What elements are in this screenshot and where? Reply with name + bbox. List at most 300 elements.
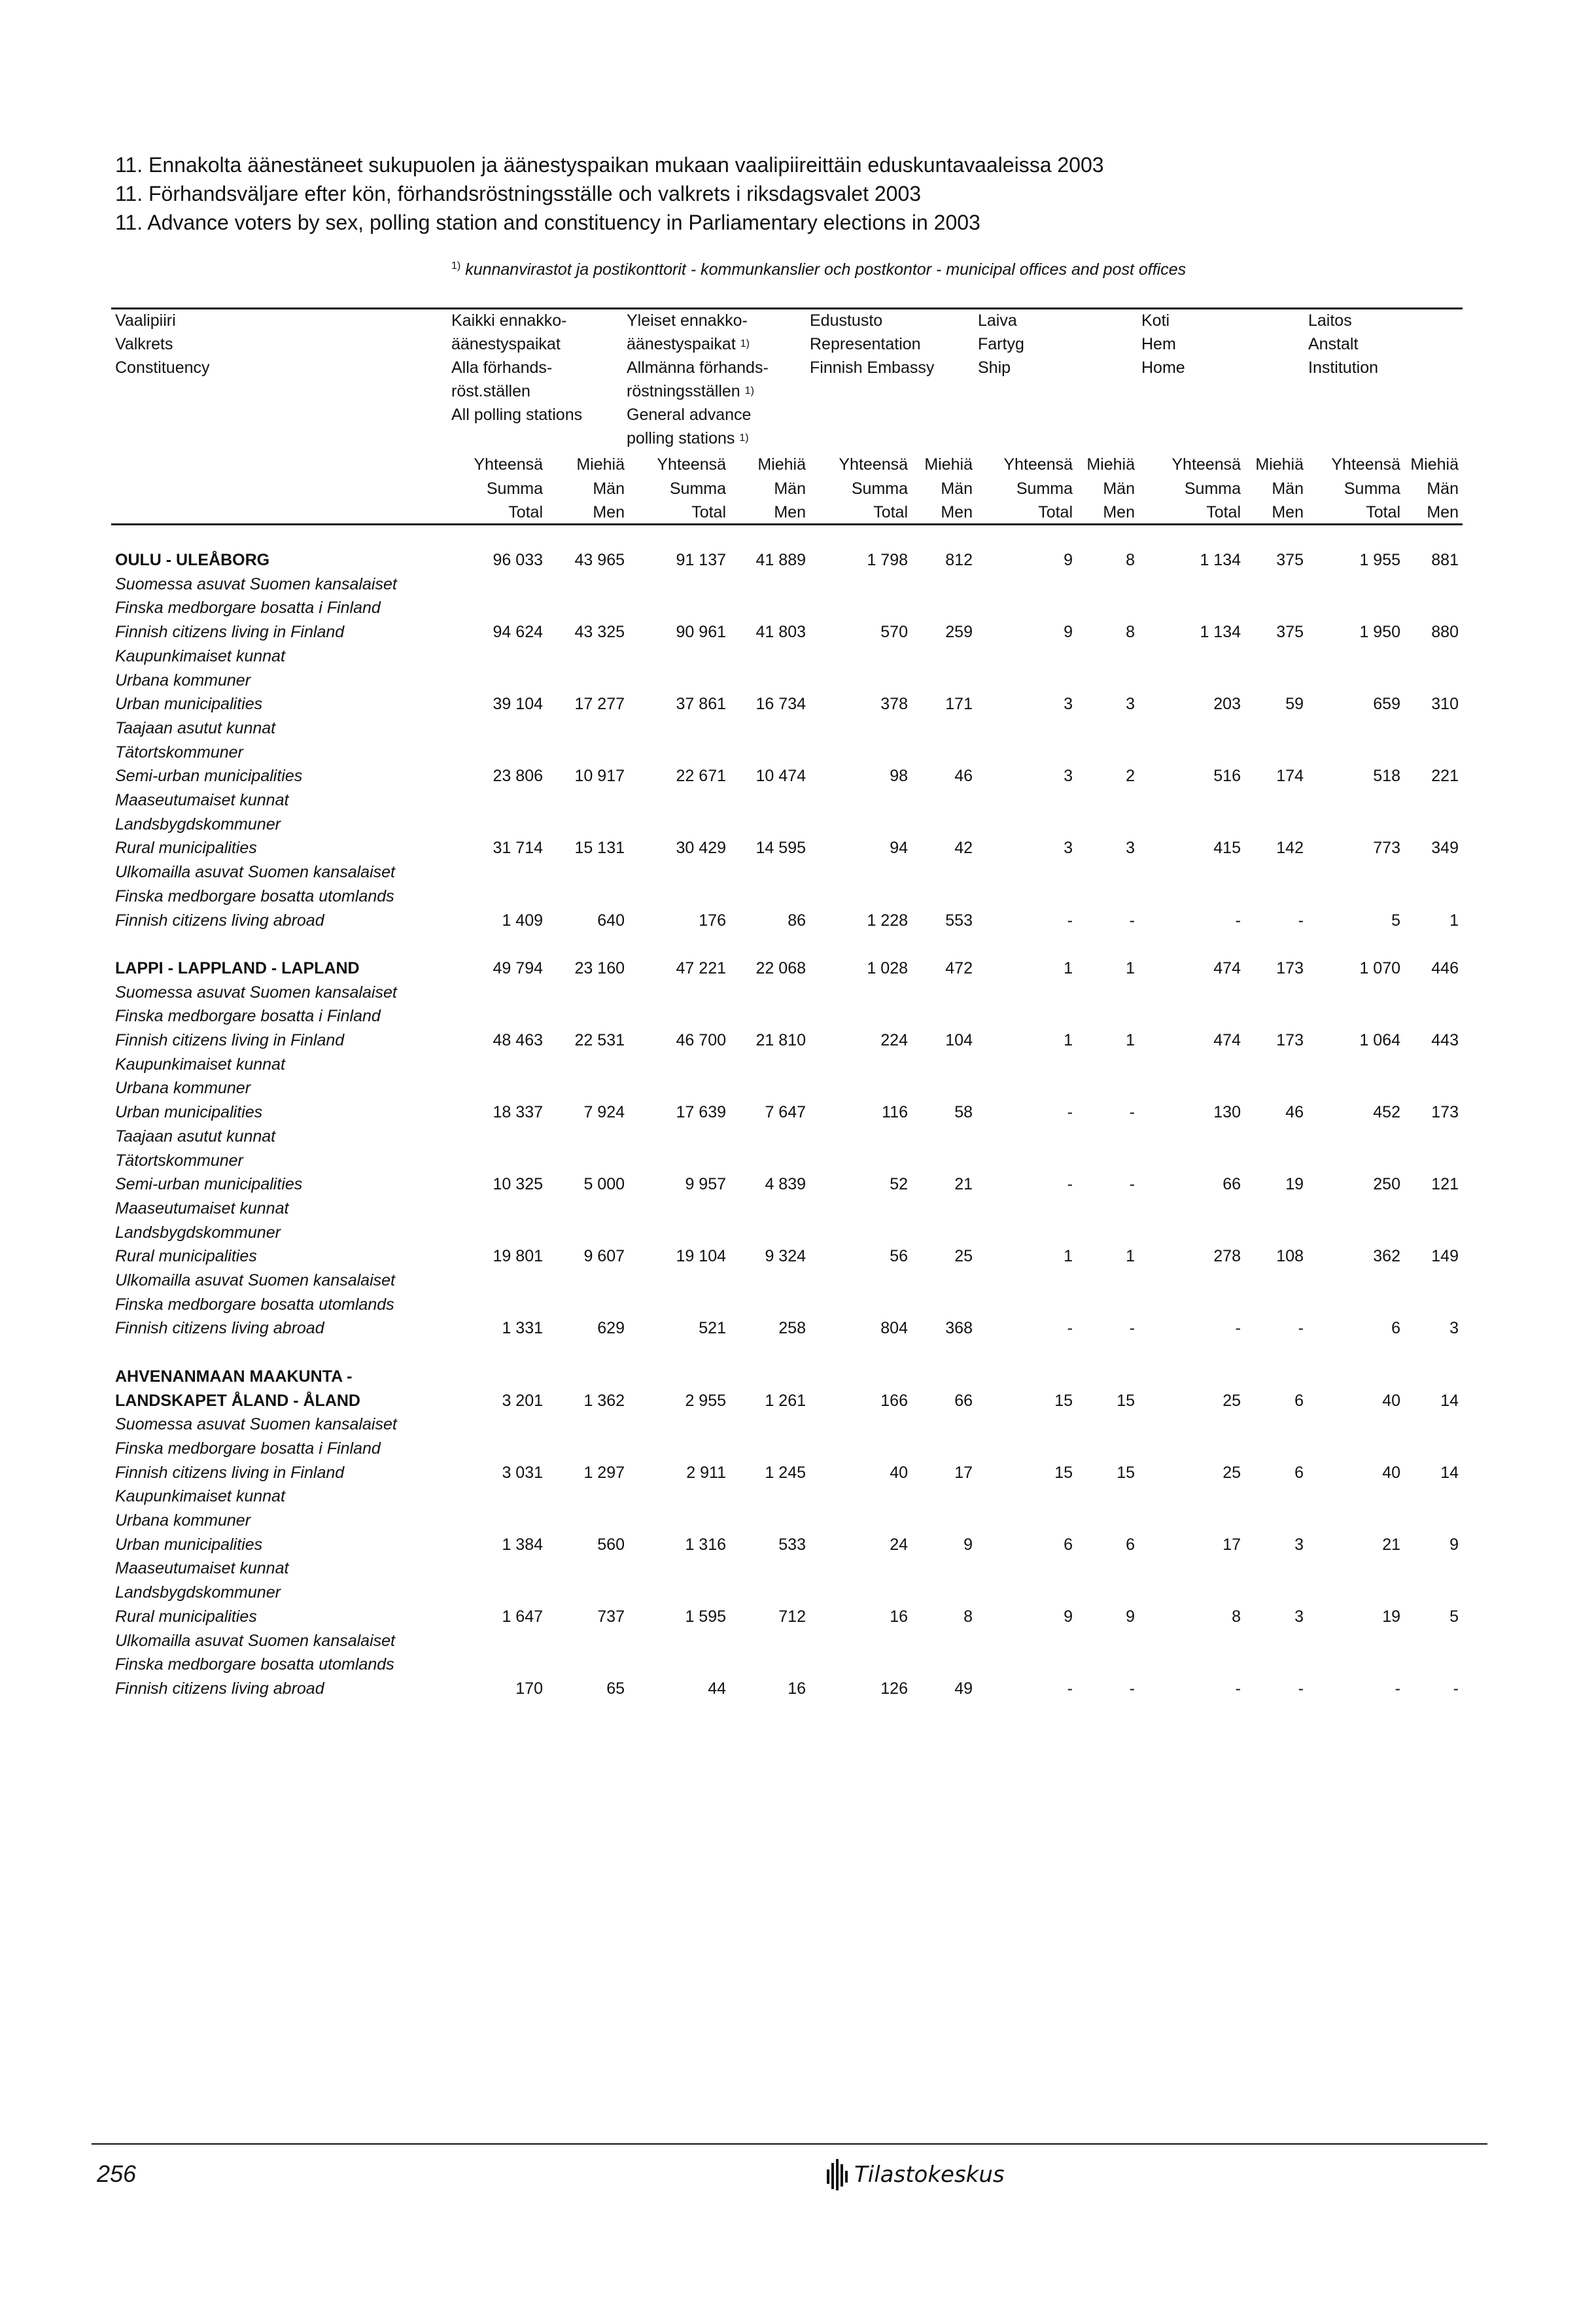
cell-value: 18 337: [493, 1103, 543, 1122]
row-label: Finska medborgare bosatta i Finland: [115, 1439, 381, 1458]
header-group-line: [1308, 356, 1378, 379]
row-label: Finska medborgare bosatta i Finland: [115, 1007, 381, 1026]
constituency-total-value: 47 221: [676, 958, 726, 977]
cell-value: 7 924: [583, 1103, 625, 1122]
cell-value: 15: [1054, 1463, 1073, 1482]
subheader-men: Män: [774, 479, 806, 498]
cell-value: -: [1395, 1679, 1400, 1698]
row-label: Finnish citizens living abroad: [115, 911, 324, 930]
header-top-rule: [111, 307, 1463, 309]
subheader-total: Summa: [669, 479, 726, 498]
cell-value: 108: [1276, 1247, 1304, 1266]
header-group-4: [1141, 309, 1185, 379]
cell-value: 40: [1382, 1463, 1400, 1482]
cell-value: 1 950: [1359, 623, 1400, 642]
cell-value: 8: [963, 1607, 973, 1626]
cell-value: 1 245: [765, 1463, 806, 1482]
subheader-total: Total: [1366, 503, 1400, 522]
publisher-logo: [825, 2158, 1005, 2192]
cell-value: 25: [954, 1247, 973, 1266]
cell-value: 516: [1213, 767, 1241, 786]
cell-value: -: [1298, 1319, 1304, 1338]
constituency-total-value: 49 794: [493, 958, 543, 977]
subheader-total: Total: [873, 503, 908, 522]
footnote-ref-mark: 1): [739, 432, 749, 444]
cell-value: -: [1129, 911, 1135, 930]
row-label: Taajaan asutut kunnat: [115, 718, 276, 737]
header-group-line: [627, 332, 769, 356]
row-label: Finska medborgare bosatta utomlands: [115, 1655, 394, 1674]
cell-value: 5 000: [583, 1175, 625, 1194]
footnote-ref-mark: 1): [744, 385, 754, 396]
subheader-total: Total: [508, 503, 543, 522]
header-group-text: Koti: [1141, 311, 1170, 330]
subheader-men: Men: [593, 503, 625, 522]
cell-value: 23 806: [493, 767, 543, 786]
cell-value: 21: [1382, 1535, 1400, 1554]
cell-value: 94: [890, 839, 908, 858]
header-group-line: [451, 356, 582, 379]
constituency-title: AHVENANMAAN MAAKUNTA -: [115, 1367, 353, 1386]
cell-value: 349: [1431, 839, 1459, 858]
cell-value: -: [1235, 1679, 1241, 1698]
table-titles: [115, 150, 1104, 237]
header-group-line: [1141, 309, 1185, 332]
constituency-total-value: 881: [1431, 551, 1459, 569]
subheader-total: Total: [1206, 503, 1241, 522]
constituency-total-value: 91 137: [676, 551, 726, 569]
row-label: Landsbygdskommuner: [115, 815, 281, 834]
constituency-total-value: 1 798: [867, 551, 908, 569]
header-group-3: [978, 309, 1024, 379]
header-group-text: Home: [1141, 359, 1185, 377]
publisher-name: Tilastokeskus: [854, 2162, 1005, 2188]
cell-value: 10 917: [574, 767, 625, 786]
cell-value: 41 803: [755, 623, 806, 642]
subheader-total: Summa: [1344, 479, 1400, 498]
constituency-total-value: 40: [1382, 1391, 1400, 1410]
cell-value: 44: [708, 1679, 726, 1698]
header-group-line: [810, 309, 934, 332]
subheader-total: Summa: [1184, 479, 1241, 498]
constituency-total-value: 15: [1054, 1391, 1073, 1410]
cell-value: 258: [778, 1319, 806, 1338]
cell-value: 629: [597, 1319, 625, 1338]
header-group-text: äänestyspaikat: [451, 335, 561, 353]
header-group-text: äänestyspaikat: [627, 335, 736, 353]
row-label: Finnish citizens living in Finland: [115, 623, 345, 642]
subheader-total: Yhteensä: [1003, 455, 1073, 474]
constituency-total-value: 8: [1126, 551, 1135, 569]
cell-value: 10 474: [755, 767, 806, 786]
cell-value: 378: [880, 695, 908, 714]
cell-value: 17: [1223, 1535, 1241, 1554]
cell-value: 474: [1213, 1031, 1241, 1049]
cell-value: 17: [954, 1463, 973, 1482]
subheader-total: Total: [1038, 503, 1073, 522]
cell-value: 518: [1373, 767, 1400, 786]
header-group-text: Fartyg: [978, 335, 1024, 353]
cell-value: 1 384: [502, 1535, 543, 1554]
row-label: Suomessa asuvat Suomen kansalaiset: [115, 983, 397, 1002]
subheader-men: Men: [774, 503, 806, 522]
cell-value: 17 639: [676, 1103, 726, 1122]
row-label: Kaupunkimaiset kunnat: [115, 646, 285, 665]
cell-value: -: [1067, 1679, 1073, 1698]
row-label: Finska medborgare bosatta utomlands: [115, 1295, 394, 1314]
cell-value: 3: [1449, 1319, 1459, 1338]
cell-value: 250: [1373, 1175, 1400, 1194]
header-group-line: [1141, 356, 1185, 379]
row-label: Tätortskommuner: [115, 743, 243, 762]
constituency-total-value: 472: [945, 958, 973, 977]
cell-value: 19 104: [676, 1247, 726, 1266]
row-label: Ulkomailla asuvat Suomen kansalaiset: [115, 863, 395, 882]
footer-rule: [92, 2143, 1487, 2145]
header-group-line: [1308, 332, 1378, 356]
header-group-line: [627, 309, 769, 332]
cell-value: 1: [1449, 911, 1459, 930]
header-group-text: Allmänna förhands-: [627, 359, 769, 377]
title-english: 11. Advance voters by sex, polling station and constituency in Parliamentary elections in 2003: [115, 211, 980, 234]
cell-value: 130: [1213, 1103, 1241, 1122]
header-constituency-line: Vaalipiiri: [115, 311, 176, 330]
cell-value: 2: [1126, 767, 1135, 786]
header-group-line: [627, 356, 769, 379]
title-finnish: 11. Ennakolta äänestäneet sukupuolen ja äänestyspaikan mukaan vaalipiireittäin eduskuntavaaleissa 2003: [115, 153, 1104, 177]
footnote-mark: 1): [451, 260, 461, 272]
constituency-total-value: 1 134: [1200, 551, 1241, 569]
title-swedish: 11. Förhandsväljare efter kön, förhandsröstningsställe och valkrets i riksdagsvalet 2003: [115, 182, 922, 205]
cell-value: -: [1067, 1103, 1073, 1122]
cell-value: 142: [1276, 839, 1304, 858]
cell-value: 19 801: [493, 1247, 543, 1266]
constituency-total-value: 22 068: [755, 958, 806, 977]
cell-value: 21 810: [755, 1031, 806, 1049]
header-group-line: [451, 309, 582, 332]
cell-value: 278: [1213, 1247, 1241, 1266]
row-label: Finnish citizens living in Finland: [115, 1463, 345, 1482]
row-label: Maaseutumaiset kunnat: [115, 1199, 289, 1218]
footnote-ref-mark: 1): [740, 338, 750, 349]
cell-value: 9: [1449, 1535, 1459, 1554]
cell-value: 21: [954, 1175, 973, 1194]
cell-value: 6: [1064, 1535, 1073, 1554]
cell-value: 3 031: [502, 1463, 543, 1482]
constituency-total-value: 812: [945, 551, 973, 569]
cell-value: -: [1067, 911, 1073, 930]
header-group-0: [451, 309, 582, 427]
cell-value: 98: [890, 767, 908, 786]
header-group-5: [1308, 309, 1378, 379]
row-label: Rural municipalities: [115, 1607, 257, 1626]
cell-value: 1: [1064, 1031, 1073, 1049]
cell-value: 176: [699, 911, 726, 930]
cell-value: 43 325: [574, 623, 625, 642]
cell-value: 362: [1373, 1247, 1400, 1266]
cell-value: 9: [1126, 1607, 1135, 1626]
cell-value: 1 331: [502, 1319, 543, 1338]
subheader-men: Män: [1272, 479, 1304, 498]
row-label: Finska medborgare bosatta i Finland: [115, 599, 381, 618]
cell-value: 16: [788, 1679, 806, 1698]
cell-value: 49: [954, 1679, 973, 1698]
header-group-text: Yleiset ennakko-: [627, 311, 748, 330]
cell-value: -: [1298, 1679, 1304, 1698]
row-label: Ulkomailla asuvat Suomen kansalaiset: [115, 1631, 395, 1650]
constituency-total-value: 1: [1126, 958, 1135, 977]
cell-value: 19: [1382, 1607, 1400, 1626]
cell-value: 1: [1064, 1247, 1073, 1266]
cell-value: 39 104: [493, 695, 543, 714]
subheader-men: Miehiä: [576, 455, 625, 474]
cell-value: 14 595: [755, 839, 806, 858]
constituency-total-value: 1 070: [1359, 958, 1400, 977]
cell-value: 37 861: [676, 695, 726, 714]
row-label: Landsbygdskommuner: [115, 1223, 281, 1242]
subheader-men: Miehiä: [1255, 455, 1304, 474]
cell-value: 66: [1223, 1175, 1241, 1194]
cell-value: 570: [880, 623, 908, 642]
constituency-title: OULU - ULEÅBORG: [115, 551, 270, 569]
cell-value: 46 700: [676, 1031, 726, 1049]
cell-value: 880: [1431, 623, 1459, 642]
row-label: Finska medborgare bosatta utomlands: [115, 886, 394, 905]
constituency-total-value: 6: [1294, 1391, 1304, 1410]
cell-value: 170: [515, 1679, 543, 1698]
cell-value: 553: [945, 911, 973, 930]
cell-value: 15: [1117, 1463, 1135, 1482]
cell-value: -: [1235, 1319, 1241, 1338]
row-label: Kaupunkimaiset kunnat: [115, 1487, 285, 1506]
cell-value: 7 647: [765, 1103, 806, 1122]
cell-value: 6: [1126, 1535, 1135, 1554]
row-label: Urban municipalities: [115, 1535, 263, 1554]
header-group-text: Ship: [978, 359, 1011, 377]
cell-value: 659: [1373, 695, 1400, 714]
cell-value: 86: [788, 911, 806, 930]
constituency-total-value: 66: [954, 1391, 973, 1410]
cell-value: 15 131: [574, 839, 625, 858]
header-constituency-line: Constituency: [115, 359, 210, 377]
cell-value: 310: [1431, 695, 1459, 714]
cell-value: 2 911: [686, 1463, 726, 1482]
cell-value: 1: [1126, 1247, 1135, 1266]
cell-value: 22 671: [676, 767, 726, 786]
cell-value: 533: [778, 1535, 806, 1554]
constituency-total-value: 14: [1440, 1391, 1459, 1410]
cell-value: 221: [1431, 767, 1459, 786]
cell-value: 1 647: [502, 1607, 543, 1626]
subheader-total: Yhteensä: [474, 455, 543, 474]
row-label: Urbana kommuner: [115, 671, 251, 690]
cell-value: 104: [945, 1031, 973, 1049]
cell-value: 1 409: [502, 911, 543, 930]
cell-value: 58: [954, 1103, 973, 1122]
header-group-text: röstningsställen: [627, 382, 740, 400]
row-label: Rural municipalities: [115, 839, 257, 858]
cell-value: -: [1129, 1103, 1135, 1122]
cell-value: -: [1129, 1679, 1135, 1698]
cell-value: -: [1453, 1679, 1459, 1698]
row-label: Maaseutumaiset kunnat: [115, 791, 289, 809]
header-group-text: General advance: [627, 406, 752, 424]
header-group-line: [978, 309, 1024, 332]
cell-value: 52: [890, 1175, 908, 1194]
cell-value: 3: [1294, 1535, 1304, 1554]
cell-value: 9 324: [765, 1247, 806, 1266]
cell-value: -: [1067, 1319, 1073, 1338]
header-group-line: [1308, 309, 1378, 332]
row-label: Suomessa asuvat Suomen kansalaiset: [115, 1415, 397, 1434]
cell-value: 415: [1213, 839, 1241, 858]
header-group-line: [627, 427, 769, 450]
cell-value: 121: [1431, 1175, 1459, 1194]
constituency-total-value: 1 955: [1359, 551, 1400, 569]
cell-value: 90 961: [676, 623, 726, 642]
cell-value: 4 839: [765, 1175, 806, 1194]
cell-value: 3: [1064, 839, 1073, 858]
header-group-line: [978, 356, 1024, 379]
subheader-men: Men: [1272, 503, 1304, 522]
constituency-total-value: 3 201: [502, 1391, 543, 1410]
page-number: 256: [97, 2160, 137, 2187]
subheader-total: Yhteensä: [1331, 455, 1400, 474]
cell-value: 126: [880, 1679, 908, 1698]
cell-value: 3: [1064, 767, 1073, 786]
constituency-total-value: 41 889: [755, 551, 806, 569]
cell-value: 30 429: [676, 839, 726, 858]
subheader-men: Miehiä: [924, 455, 973, 474]
cell-value: 1 064: [1359, 1031, 1400, 1049]
row-label: Tätortskommuner: [115, 1151, 243, 1170]
tilastokeskus-logo-icon: [825, 2158, 849, 2192]
header-group-text: Institution: [1308, 359, 1379, 377]
cell-value: 16 734: [755, 695, 806, 714]
cell-value: 3: [1294, 1607, 1304, 1626]
subheader-total: Summa: [486, 479, 543, 498]
header-group-text: Kaikki ennakko-: [451, 311, 567, 330]
cell-value: 6: [1391, 1319, 1400, 1338]
row-label: Urban municipalities: [115, 695, 263, 714]
cell-value: 1: [1126, 1031, 1135, 1049]
cell-value: 368: [945, 1319, 973, 1338]
header-group-line: [451, 403, 582, 427]
cell-value: 149: [1431, 1247, 1459, 1266]
cell-value: 712: [778, 1607, 806, 1626]
footnote: [451, 260, 1186, 279]
subheader-total: Summa: [851, 479, 908, 498]
row-label: Suomessa asuvat Suomen kansalaiset: [115, 574, 397, 593]
subheader-men: Miehiä: [1410, 455, 1459, 474]
constituency-total-value: 43 965: [574, 551, 625, 569]
cell-value: 10 325: [493, 1175, 543, 1194]
cell-value: 94 624: [493, 623, 543, 642]
header-group-text: Finnish Embassy: [810, 359, 935, 377]
cell-value: 640: [597, 911, 625, 930]
constituency-total-value: 375: [1276, 551, 1304, 569]
constituency-title: LANDSKAPET ÅLAND - ÅLAND: [115, 1391, 360, 1410]
row-label: Urbana kommuner: [115, 1079, 251, 1098]
constituency-total-value: 173: [1276, 958, 1304, 977]
cell-value: 804: [880, 1319, 908, 1338]
constituency-total-value: 25: [1223, 1391, 1241, 1410]
row-label: Finnish citizens living in Finland: [115, 1031, 345, 1049]
cell-value: 59: [1285, 695, 1304, 714]
cell-value: 1 134: [1200, 623, 1241, 642]
header-group-line: [451, 379, 582, 403]
cell-value: 6: [1294, 1463, 1304, 1482]
cell-value: -: [1067, 1175, 1073, 1194]
cell-value: 8: [1232, 1607, 1241, 1626]
cell-value: 46: [1285, 1103, 1304, 1122]
cell-value: 560: [597, 1535, 625, 1554]
footnote-text: kunnanvirastot ja postikonttorit - kommunkanslier och postkontor - municipal offices and post offices: [465, 260, 1187, 279]
cell-value: 25: [1223, 1463, 1241, 1482]
header-group-line: [627, 403, 769, 427]
constituency-total-value: 1 028: [867, 958, 908, 977]
header-group-text: Laiva: [978, 311, 1017, 330]
cell-value: 14: [1440, 1463, 1459, 1482]
header-group-text: polling stations: [627, 429, 735, 448]
constituency-total-value: 474: [1213, 958, 1241, 977]
header-group-line: [978, 332, 1024, 356]
header-group-line: [1141, 332, 1185, 356]
cell-value: 1 595: [685, 1607, 726, 1626]
row-label: Finnish citizens living abroad: [115, 1679, 324, 1698]
cell-value: 3: [1126, 839, 1135, 858]
constituency-total-value: 23 160: [574, 958, 625, 977]
cell-value: 40: [890, 1463, 908, 1482]
row-label: Semi-urban municipalities: [115, 1175, 303, 1194]
cell-value: 116: [882, 1103, 908, 1122]
row-label: Urbana kommuner: [115, 1511, 251, 1530]
subheader-men: Män: [941, 479, 973, 498]
subheader-men: Men: [1103, 503, 1135, 522]
row-label: Maaseutumaiset kunnat: [115, 1559, 289, 1578]
cell-value: 737: [597, 1607, 625, 1626]
subheader-total: Total: [691, 503, 726, 522]
cell-value: 1 316: [685, 1535, 726, 1554]
constituency-total-value: 2 955: [685, 1391, 726, 1410]
cell-value: 1 297: [583, 1463, 625, 1482]
cell-value: -: [1235, 911, 1241, 930]
cell-value: -: [1298, 911, 1304, 930]
cell-value: 259: [945, 623, 973, 642]
header-group-1: [627, 309, 769, 450]
constituency-total-value: 9: [1064, 551, 1073, 569]
subheader-men: Män: [1103, 479, 1135, 498]
cell-value: 3: [1126, 695, 1135, 714]
cell-value: 42: [954, 839, 973, 858]
cell-value: 17 277: [574, 695, 625, 714]
cell-value: 24: [890, 1535, 908, 1554]
cell-value: 9 957: [685, 1175, 726, 1194]
cell-value: 9: [1064, 1607, 1073, 1626]
cell-value: 174: [1276, 767, 1304, 786]
header-group-text: Anstalt: [1308, 335, 1359, 353]
cell-value: 8: [1126, 623, 1135, 642]
cell-value: 443: [1431, 1031, 1459, 1049]
cell-value: 203: [1213, 695, 1241, 714]
constituency-total-value: 96 033: [493, 551, 543, 569]
header-group-line: [451, 332, 582, 356]
cell-value: 56: [890, 1247, 908, 1266]
cell-value: 9 607: [583, 1247, 625, 1266]
cell-value: 9: [963, 1535, 973, 1554]
header-group-text: Representation: [810, 335, 921, 353]
cell-value: 375: [1276, 623, 1304, 642]
